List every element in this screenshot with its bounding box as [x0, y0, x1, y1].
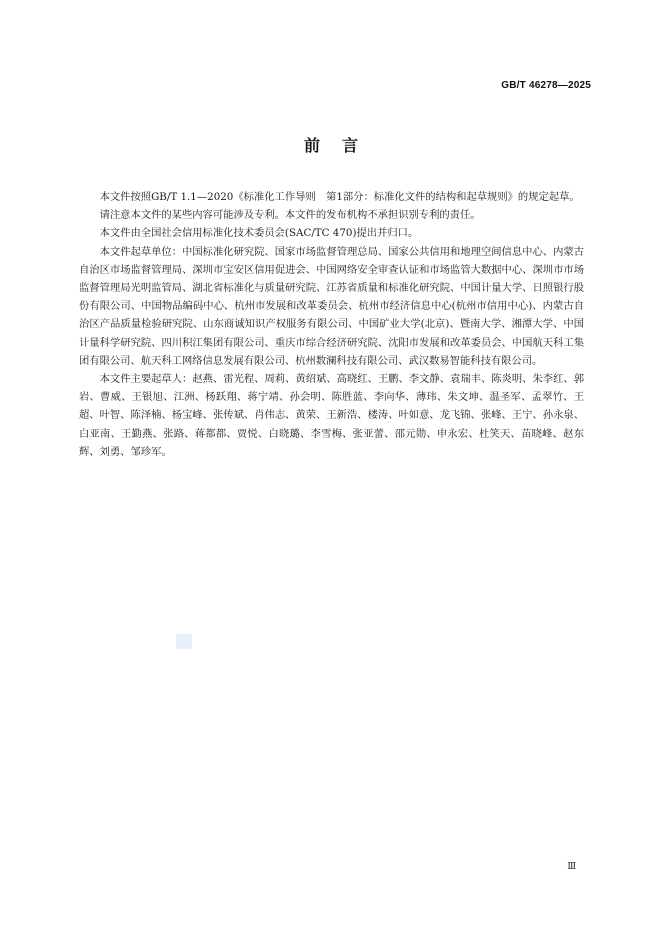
standard-number: GB/T 46278—2025: [501, 80, 591, 91]
paragraph-drafting-rules: 本文件按照GB/T 1.1—2020《标准化工作导则 第1部分：标准化文件的结构和起草规则》的规定起草。: [99, 191, 580, 203]
page-title: 前言: [303, 136, 380, 155]
foreword-body: [79, 188, 584, 461]
page-number: Ⅲ: [567, 862, 576, 872]
paragraph-proposer: 本文件由全国社会信用标准化技术委员会(SAC/TC 470)提出并归口。: [99, 227, 419, 240]
paragraph-drafters: 本文件主要起草人：赵燕、雷光程、周莉、黄绍斌、高晓红、王鹏、李文静、袁瑞丰、陈炎明、朱李红、郭岩、曹威、王银旭、江洲、杨跃翔、蒋宁靖、孙会明、陈胜蓝、李向华、薄玮、朱文坤、温圣军、孟翠竹、王超、叶智、陈泽楠、杨宝峰、张传斌、肖伟志、黄荣、王新浩、楼涛、叶如意、龙飞锦、张峰、王宁、孙永泉、白亚南、王勤燕、张路、蒋都都、贾悦、白晓璐、李雪梅、张亚蕾、邵元勋、申永宏、杜笑天、苗晓峰、赵东辉、刘勇、邹珍军。: [79, 373, 584, 458]
paragraph-drafting-units: 本文件起草单位：中国标准化研究院、国家市场监督管理总局、国家公共信用和地理空间信息中心、内蒙古自治区市场监督管理局、深圳市宝安区信用促进会、中国网络安全审查认证和市场监管大数据中心、深圳市市场监督管理局光明监管局、湖北省标准化与质量研究院、江苏省质量和标准化研究院、中国计量大学、日照银行股份有限公司、中国物品编码中心、杭州市发展和改革委员会、杭州市经济信息中心(杭州市信用中心)、内蒙古自治区产品质量检验研究院、山东商诚知识产权服务有限公司、中国矿业大学(北京)、暨南大学、湘潭大学、中国计量科学研究院、四川积江集团有限公司、重庆市综合经济研究院、沈阳市发展和改革委员会、中国航天科工集团有限公司、航天科工网络信息发展有限公司、杭州数澜科技有限公司、武汉数易智能科技有限公司。: [79, 245, 584, 367]
paragraph-patent-notice: 请注意本文件的某些内容可能涉及专利。本文件的发布机构不承担识别专利的责任。: [99, 209, 481, 222]
watermark-mark: [176, 634, 192, 649]
